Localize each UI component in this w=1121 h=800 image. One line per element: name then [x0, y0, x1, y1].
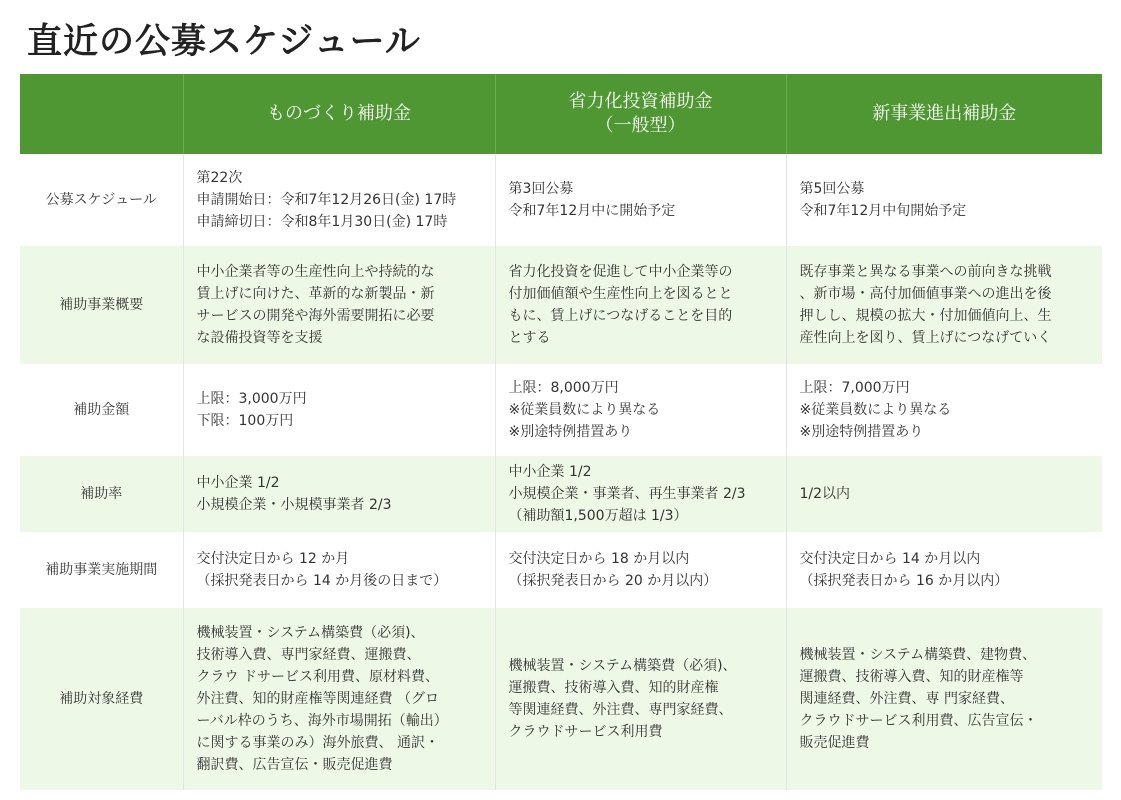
table-cell: 上限：7,000万円 ※従業員数により異なる ※別途特例措置あり [786, 364, 1102, 456]
table-cell: 第3回公募 令和7年12月中に開始予定 [495, 154, 786, 246]
schedule-table [20, 74, 1102, 790]
header-shoryokuka: 省力化投資補助金 （一般型） [495, 74, 786, 154]
table-cell: 交付決定日から 12 か月 （採択発表日から 14 か月後の日まで） [183, 532, 495, 608]
table-row [20, 246, 1102, 364]
table-cell: 交付決定日から 14 か月以内 （採択発表日から 16 か月以内） [786, 532, 1102, 608]
header-corner-cell [20, 74, 183, 154]
table-cell: 交付決定日から 18 か月以内 （採択発表日から 20 か月以内） [495, 532, 786, 608]
table-row [20, 456, 1102, 532]
row-label: 補助率 [20, 456, 183, 532]
table-cell: 中小企業 1/2 小規模企業・小規模事業者 2/3 [183, 456, 495, 532]
table-cell: 既存事業と異なる事業への前向きな挑戦 、新市場・高付加価値事業への進出を後 押しし、規模の拡大・付加価値向上、生 産性向上を図り、賃上げにつなげていく [786, 246, 1102, 364]
table-cell: 中小企業者等の生産性向上や持続的な 賃上げに向けた、革新的な新製品・新 サービスの開発や海外需要開拓に必要 な設備投資等を支援 [183, 246, 495, 364]
table-cell: 上限：3,000万円 下限：100万円 [183, 364, 495, 456]
table-cell: 機械装置・システム構築費（必須)、 運搬費、技術導入費、知的財産権 等関連経費、外注費、専門家経費、 クラウドサービス利用費 [495, 608, 786, 790]
table-cell: 機械装置・システム構築費、建物費、 運搬費、技術導入費、知的財産権等 関連経費、外注費、専 門家経費、 クラウドサービス利用費、広告宣伝・ 販売促進費 [786, 608, 1102, 790]
row-label: 補助事業概要 [20, 246, 183, 364]
table-row [20, 364, 1102, 456]
table-cell: 中小企業 1/2 小規模企業・事業者、再生事業者 2/3 （補助額1,500万超は 1/3） [495, 456, 786, 532]
table-cell: 省力化投資を促進して中小企業等の 付加価値額や生産性向上を図るとと もに、賃上げにつなげることを目的 とする [495, 246, 786, 364]
table-cell: 1/2以内 [786, 456, 1102, 532]
table-cell: 機械装置・システム構築費（必須)、 技術導入費、専門家経費、運搬費、 クラウ ドサービス利用費、原材料費、 外注費、知的財産権等関連経費 （グロ ーバル枠のうち、海外市場開拓（輸出） に関する事業のみ）海外旅費、 通訳・ 翻訳費、広告宣伝・販売促進費 [183, 608, 495, 790]
row-label: 補助金額 [20, 364, 183, 456]
table-cell: 上限：8,000万円 ※従業員数により異なる ※別途特例措置あり [495, 364, 786, 456]
header-monozukuri: ものづくり補助金 [183, 74, 495, 154]
row-label: 公募スケジュール [20, 154, 183, 246]
page-title: 直近の公募スケジュール [27, 22, 421, 62]
table-cell: 第5回公募 令和7年12月中旬開始予定 [786, 154, 1102, 246]
table-row [20, 532, 1102, 608]
table-cell: 第22次 申請開始日：令和7年12月26日(金) 17時 申請締切日：令和8年1月30日(金) 17時 [183, 154, 495, 246]
table-row [20, 608, 1102, 790]
header-shinjigyo: 新事業進出補助金 [786, 74, 1102, 154]
table-header-row [20, 74, 1102, 154]
row-label: 補助事業実施期間 [20, 532, 183, 608]
row-label: 補助対象経費 [20, 608, 183, 790]
table-row [20, 154, 1102, 246]
